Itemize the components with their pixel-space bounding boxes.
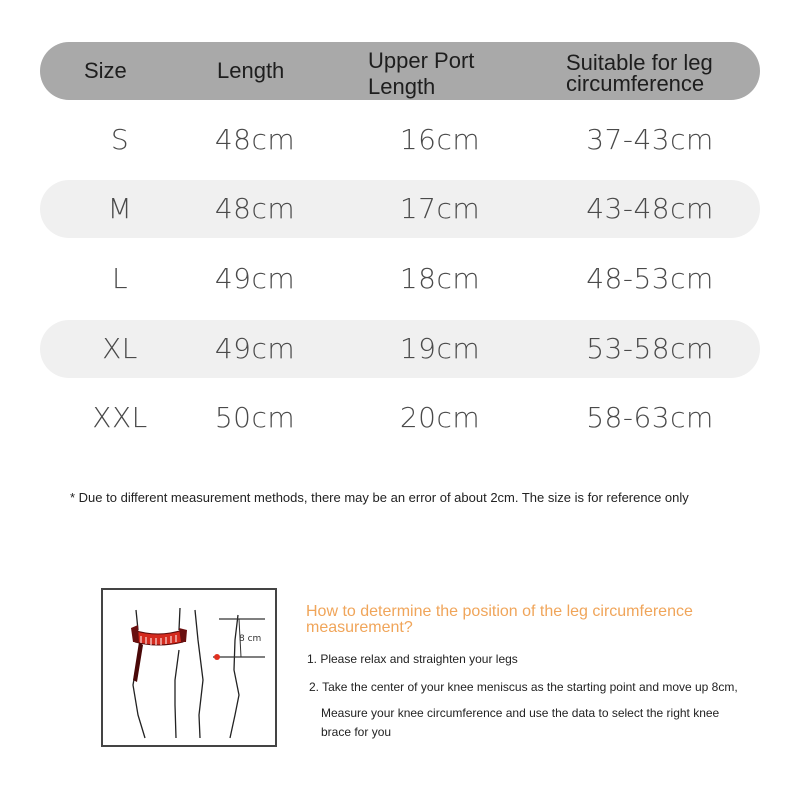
- header-upper-line2: Length: [368, 74, 436, 99]
- cell-size: M: [107, 192, 133, 225]
- measurement-note: * Due to different measurement methods, there may be an error of about 2cm. The size is for reference only: [70, 490, 689, 505]
- step-2: 2. Take the center of your knee meniscus as the starting point and move up 8cm,: [309, 680, 738, 694]
- cell-size: XXL: [92, 401, 148, 434]
- cell-upper: 17cm: [399, 192, 481, 225]
- step-1: 1. Please relax and straighten your legs: [307, 652, 518, 666]
- cell-size: S: [110, 123, 130, 156]
- leg-diagram-icon: [103, 590, 275, 745]
- header-size: Size: [84, 58, 127, 83]
- cell-upper: 18cm: [399, 262, 481, 295]
- cell-circ: 43-48cm: [586, 192, 714, 225]
- howto-title-line1: How to determine the position of the leg circumference: [306, 603, 693, 620]
- cell-circ: 48-53cm: [586, 262, 714, 295]
- table-row: [40, 180, 760, 238]
- table-row: [40, 320, 760, 378]
- cell-circ: 58-63cm: [586, 401, 714, 434]
- cell-circ: 53-58cm: [586, 332, 714, 365]
- leg-measurement-diagram: [101, 588, 277, 747]
- cell-upper: 16cm: [399, 123, 481, 156]
- table-row: [40, 389, 760, 447]
- cell-length: 49cm: [214, 262, 296, 295]
- header-circ-line1: Suitable for leg: [566, 50, 713, 75]
- cell-size: XL: [102, 332, 138, 365]
- table-header: [40, 42, 760, 100]
- step-2-continuation: Measure your knee circumference and use the data to select the right knee: [321, 706, 720, 720]
- table-row: [40, 250, 760, 308]
- cell-length: 50cm: [214, 401, 296, 434]
- howto-title: [306, 604, 766, 636]
- howto-title-line2: measurement?: [306, 619, 413, 636]
- cell-length: 48cm: [214, 123, 296, 156]
- cell-circ: 37-43cm: [586, 123, 714, 156]
- cell-upper: 20cm: [399, 401, 481, 434]
- cell-upper: 19cm: [399, 332, 481, 365]
- measure-label: 8 cm: [239, 634, 262, 644]
- cell-length: 48cm: [214, 192, 296, 225]
- header-length: Length: [217, 58, 285, 83]
- table-row: [40, 111, 760, 169]
- cell-size: L: [111, 262, 129, 295]
- cell-length: 49cm: [214, 332, 296, 365]
- header-upper-line1: Upper Port: [368, 48, 475, 73]
- step-2-continuation-2: brace for you: [321, 725, 392, 739]
- header-circ-line2: circumference: [566, 71, 705, 96]
